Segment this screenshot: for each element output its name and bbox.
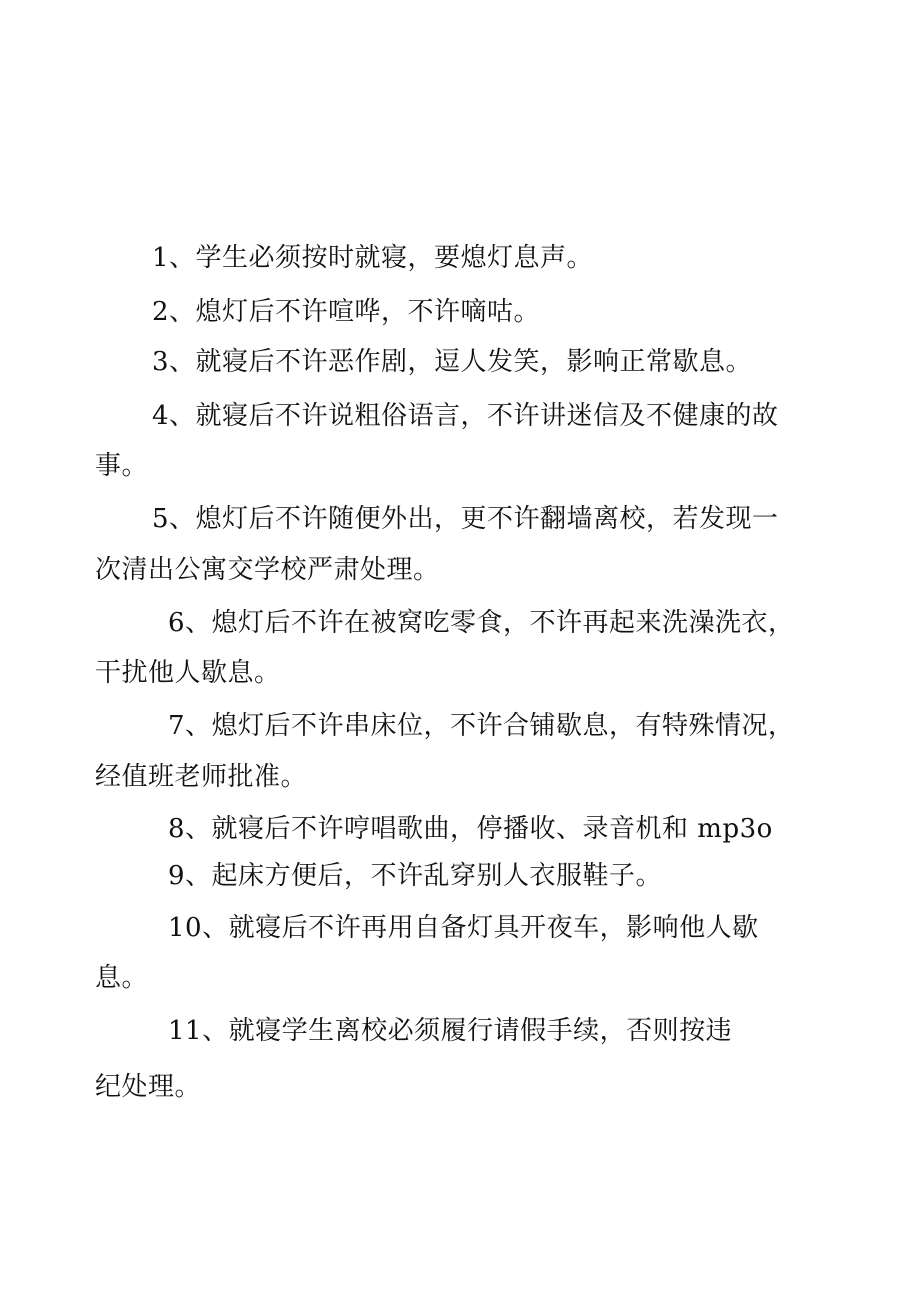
rule-9-line-1: 9、起床方便后，不许乱穿别人衣服鞋子。	[168, 861, 663, 891]
rule-6-line-1: 6、熄灯后不许在被窝吃零食，不许再起来洗澡洗衣，	[168, 608, 795, 638]
rule-6-line-2: 干扰他人歇息。	[95, 658, 281, 688]
rule-4-line-1: 4、就寝后不许说粗俗语言，不许讲迷信及不健康的故	[152, 401, 779, 431]
rule-11-line-1: 11、就寝学生离校必须履行请假手续，否则按违	[168, 1016, 733, 1046]
rule-5-line-2: 次清出公寓交学校严肃处理。	[95, 555, 440, 585]
rule-5-line-1: 5、熄灯后不许随便外出，更不许翻墙离校，若发现一	[152, 504, 779, 534]
rule-11-line-2: 纪处理。	[95, 1072, 202, 1102]
rule-4-line-2: 事。	[95, 451, 149, 481]
rule-10-line-1: 10、就寝后不许再用自备灯具开夜车，影响他人歇	[168, 913, 759, 943]
rule-3-line-1: 3、就寝后不许恶作剧，逗人发笑，影响正常歇息。	[152, 347, 753, 377]
rule-7-line-1: 7、熄灯后不许串床位，不许合铺歇息，有特殊情况，	[168, 711, 795, 741]
rule-7-line-2: 经值班老师批准。	[95, 762, 308, 792]
rule-1-line-1: 1、学生必须按时就寝，要熄灯息声。	[152, 243, 594, 273]
rule-2-line-1: 2、熄灯后不许喧哗，不许嘀咕。	[152, 297, 541, 327]
rule-8-line-1: 8、就寝后不许哼唱歌曲，停播收、录音机和 mp3o	[168, 814, 773, 844]
rule-10-line-2: 息。	[95, 963, 149, 993]
